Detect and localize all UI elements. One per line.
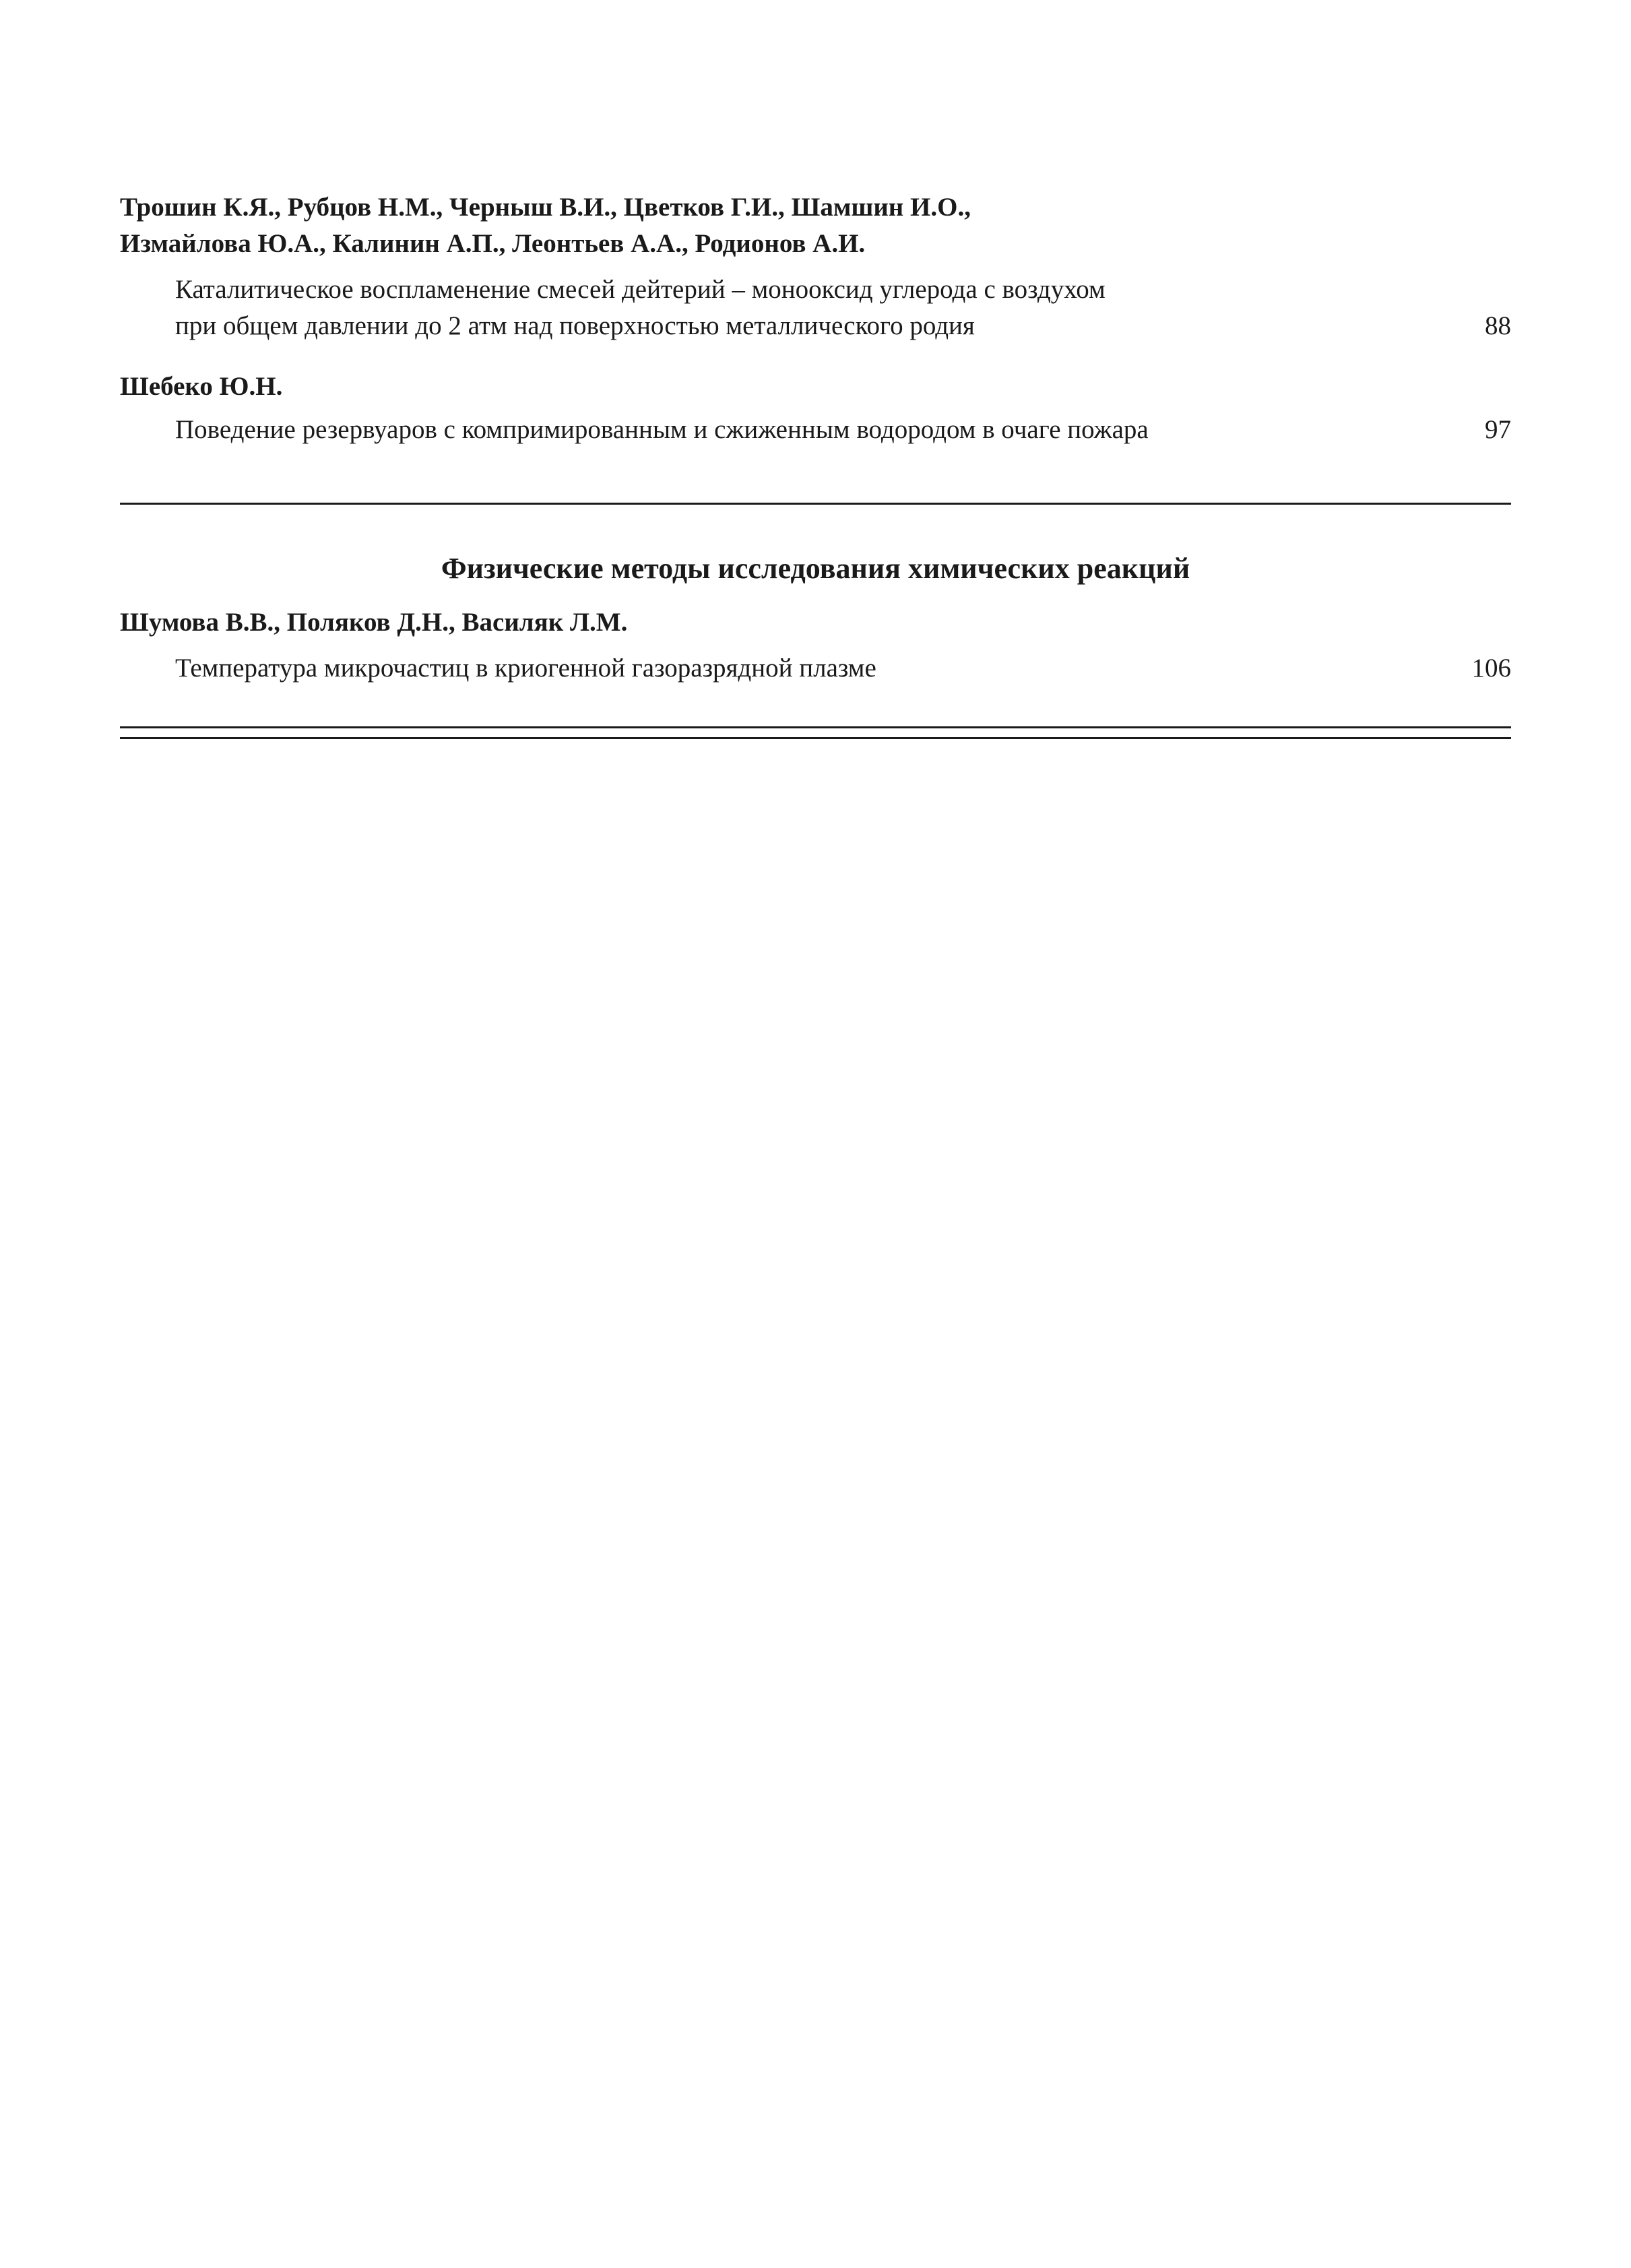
section-divider xyxy=(120,503,1511,505)
end-rule-top xyxy=(120,726,1511,728)
entry-title: Температура микрочастиц в криогенной газоразрядной плазме xyxy=(175,654,876,683)
entry-authors: Шебеко Ю.Н. xyxy=(120,372,283,401)
entry-authors: Шумова В.В., Поляков Д.Н., Василяк Л.М. xyxy=(120,608,628,637)
entry-title: при общем давлении до 2 атм над поверхностью металлического родия xyxy=(175,311,975,340)
entry-authors: Трошин К.Я., Рубцов Н.М., Черныш В.И., Цветков Г.И., Шамшин И.О., xyxy=(120,193,971,222)
end-rule-bottom xyxy=(120,737,1511,739)
entry-title: Каталитическое воспламенение смесей дейтерий – монооксид углерода с воздухом xyxy=(175,275,1106,304)
entry-authors: Измайлова Ю.А., Калинин А.П., Леонтьев А.А., Родионов А.И. xyxy=(120,229,866,258)
entry-page-number: 88 xyxy=(1485,311,1511,340)
section-heading: Физические методы исследования химических реакций xyxy=(441,552,1190,585)
entry-title: Поведение резервуаров с компримированным и сжиженным водородом в очаге пожара xyxy=(175,415,1149,444)
entry-page-number: 106 xyxy=(1471,654,1511,683)
entry-page-number: 97 xyxy=(1485,415,1511,444)
